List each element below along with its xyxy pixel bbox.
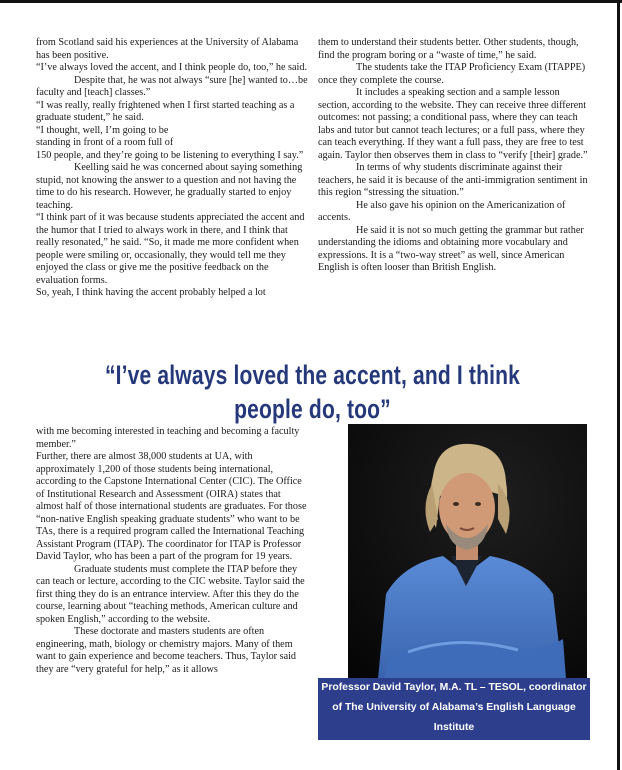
page-right-border [617,0,620,770]
article-paragraph: So, yeah, I think having the accent probably helped a lot [36,287,266,298]
article-column-left [36,37,308,300]
article-paragraph: Despite that, he was not always “sure [he] wanted to…be faculty and [teach] classes.” [36,74,308,98]
article-paragraph: “I think part of it was because students appreciated the accent and the humor that I tried to always work in there, and I think that really resonated,” he said. “So, it made me more confident when people were smiling or, occasionally, they would tell me they enjoyed the class or give me the positive feedback on the evaluation forms. [36,212,305,286]
article-paragraph: Graduate students must complete the ITAP before they can teach or lecture, according to the CIC website. Taylor said the first thing they do is an entrance interview. After this they do the course, learning about “teaching methods, American culture and spoken English,” according to the website. [36,563,305,625]
photo-caption: Professor David Taylor, M.A. TL – TESOL, coordinator of The University of Alabama’s English Language Institute [318,678,590,740]
article-paragraph: He also gave his opinion on the Americanization of accents. [318,199,566,223]
article-paragraph: He said it is not so much getting the grammar but rather understanding the idioms and obtaining more vocabulary and expressions. It is a “two-way street” as well, since American English is often looser than British English. [318,224,584,273]
article-paragraph: “I was really, really frightened when I first started teaching as a graduate student,” he said. [36,99,295,123]
article-column-right [318,37,588,275]
article-paragraph: Keelling said he was concerned about saying something stupid, not knowing the answer to a question and not having the time to do his research. However, he gradually started to enjoy teaching. [36,162,303,211]
article-paragraph: It includes a speaking section and a sample lesson section, according to the website. They can receive three different outcomes: not passing; a conditional pass, where they can teach labs and tutor but cannot teach lectures; or a full pass, where they can teach everything. If they want a full pass, they are free to test again. Taylor then observes them in class to “verify [their] grade.” [318,87,588,161]
article-paragraph: “I thought, well, I’m going to be [36,124,169,136]
article-paragraph: These doctorate and masters students are often engineering, math, biology or chemistry majors. Many of them want to gain experience and become teachers. Thus, Taylor said they are “very grateful for help,” as it allows [36,626,297,675]
article-paragraph: “I’ve always loved the accent, and I think people do, too,” he said. [36,62,308,73]
article-column-bottom [36,426,308,676]
page-top-border [0,0,622,3]
article-paragraph: from Scotland said his experiences at the University of Alabama has been positive. [36,37,299,61]
article-paragraph: The students take the ITAP Proficiency Exam (ITAPPE) once they complete the course. [318,62,586,86]
article-paragraph: standing in front of a room full of [36,137,174,148]
article-paragraph: 150 people, and they’re going to be listening to everything I say.” [36,149,304,161]
portrait-photo [348,424,587,679]
article-paragraph: with me becoming interested in teaching and becoming a faculty member.” [36,426,300,450]
article-paragraph: In terms of why students discriminate against their teachers, he said it is because of the anti-immigration sentiment in this region “stressing the situation.” [318,162,588,198]
article-paragraph: Further, there are almost 38,000 students at UA, with approximately 1,200 of those students being international, according to the Capstone International Center (CIC). The Office of Institutional Research and Assessment (OIRA) states that almost half of those international students are graduates. For those “non-native English speaking graduate students” who want to be TAs, there is a required program called the International Teaching Assistant Program (ITAP). The coordinator for ITAP is Professor David Taylor, who has been a part of the program for 19 years. [36,451,307,562]
pull-quote: “I’ve always loved the accent, and I think people do, too” [104,360,521,424]
article-paragraph: them to understand their students better. Other students, though, find the program boring or a “waste of time,” he said. [318,37,579,61]
portrait-illustration [348,424,587,679]
